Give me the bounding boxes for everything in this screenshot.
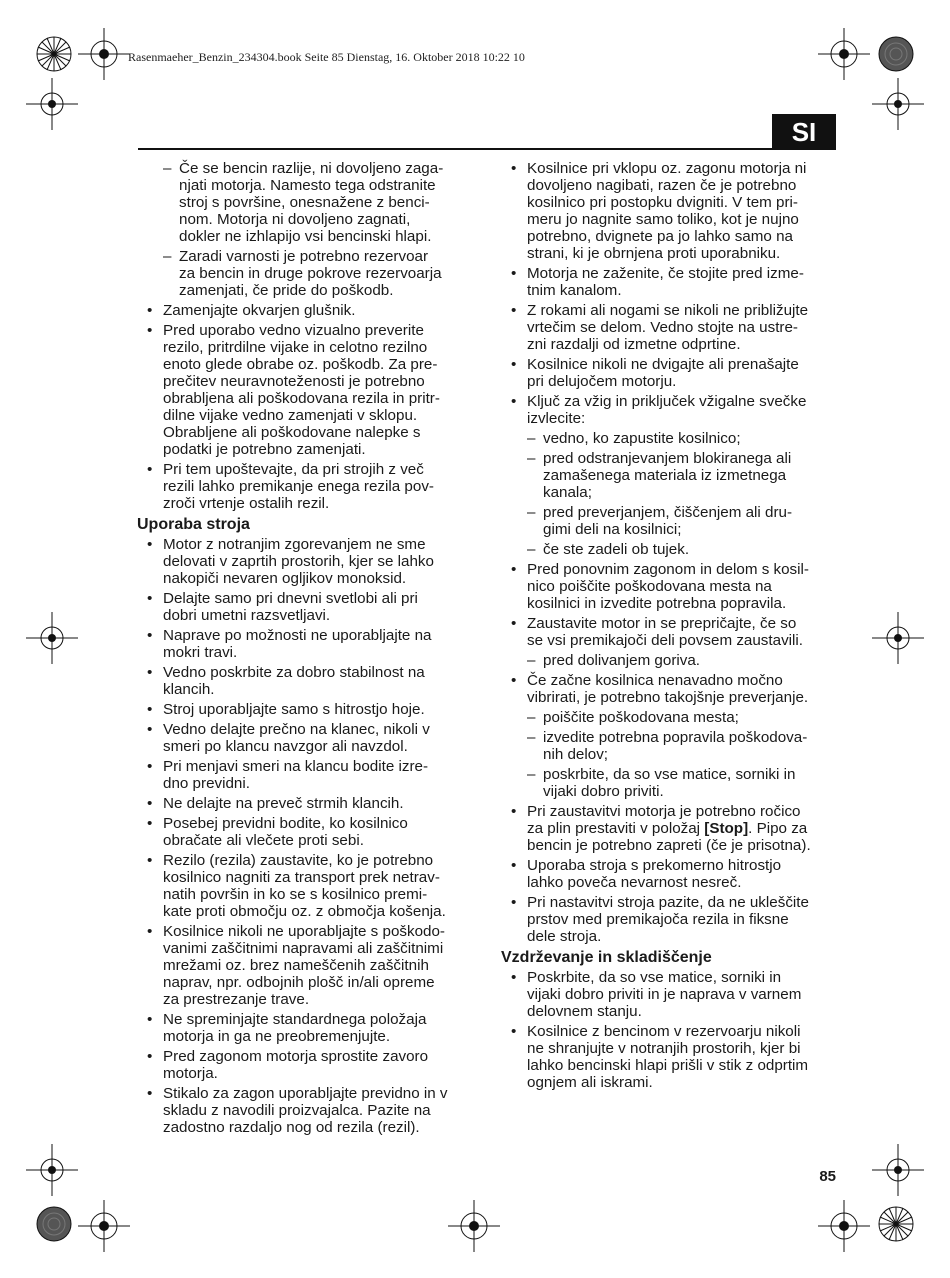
list-item: [501, 894, 837, 945]
item-text: [527, 803, 837, 854]
item-text: • Kosilnice nikoli ne uporabljajte s poškodo- vanimi zaščitnimi napravami ali zaščitnimi mrežami oz. brez nameščenih zaščitnih naprav, npr. odbojnih plošč in/ali opreme za prestrezanje trave.: [163, 923, 445, 1008]
item-text: • Ključ za vžig in priključek vžigalne svečke izvlecite:: [527, 393, 807, 427]
stop-text-before: Pri zaustavitvi motorja je potrebno ročico za plin prestaviti v položaj: [527, 803, 801, 837]
section-heading-machine-use: Uporaba stroja: [137, 516, 250, 533]
list-item: [501, 302, 837, 353]
item-text: • Kosilnice pri vklopu oz. zagonu motorja ni dovoljeno nagibati, razen če je potrebno kosilnico pri postopku dvigniti. V tem pri- meru jo nagnite samo toliko, kot je nujno potrebno, dvignete pa jo lahko samo na strani, ki je obrnjena proti uporabniku.: [527, 160, 807, 262]
registration-mark-icon: [26, 78, 78, 130]
left-column: [137, 160, 472, 1139]
item-text: • Uporaba stroja s prekomerno hitrostjo lahko poveča nevarnost nesreč.: [527, 857, 782, 891]
item-text: • Poskrbite, da so vse matice, sorniki in vijaki dobro priviti in je naprava v varnem delovnem stanju.: [527, 969, 802, 1020]
item-text: – poiščite poškodovana mesta;: [543, 709, 739, 726]
item-text: • Kosilnice z bencinom v rezervoarju nikoli ne shranjujte v notranjih prostorih, kjer bi lahko bencinski hlapi prišli v stik z odprtim ognjem ali iskrami.: [527, 1023, 809, 1091]
item-text: • Zaustavite motor in se prepričajte, če so se vsi premikajoči deli povsem zaustavili.: [527, 615, 804, 649]
list-item: [137, 758, 472, 792]
list-item: [137, 701, 472, 718]
list-item: [137, 302, 472, 319]
list-item: [501, 857, 837, 891]
item-text: • Vedno poskrbite za dobro stabilnost na klancih.: [163, 664, 425, 698]
registration-mark-icon: [78, 28, 130, 80]
item-text: • Posebej previdni bodite, ko kosilnico obračate ali vlečete proti sebi.: [163, 815, 408, 849]
sub-list-item: [501, 430, 837, 447]
starburst-target-icon: [878, 1206, 914, 1242]
item-text: • Vedno delajte prečno na klanec, nikoli v smeri po klancu navzgor ali navzdol.: [163, 721, 430, 755]
item-text: – izvedite potrebna popravila poškodova- nih delov;: [543, 729, 808, 763]
book-header-info: Rasenmaeher_Benzin_234304.book Seite 85 Dienstag, 16. Oktober 2018 10:22 10: [128, 50, 525, 64]
item-text: • Stikalo za zagon uporabljajte previdno in v skladu z navodili proizvajalca. Pazite na zadostno razdaljo nog od rezila (rezil).: [163, 1085, 448, 1136]
registration-mark-icon: [818, 1200, 870, 1252]
sub-list-item: [501, 450, 837, 501]
sub-list-item: [501, 504, 837, 538]
list-item: [137, 248, 472, 299]
item-text: – pred preverjanjem, čiščenjem ali dru- gimi deli na kosilnici;: [543, 504, 793, 538]
starburst-target-icon: [36, 36, 72, 72]
sub-list-item: [501, 709, 837, 726]
header-rule: [138, 148, 772, 150]
item-text: • Naprave po možnosti ne uporabljajte na mokri travi.: [163, 627, 432, 661]
list-item: [137, 160, 472, 245]
item-text: – vedno, ko zapustite kosilnico;: [543, 430, 741, 447]
list-item: [137, 536, 472, 587]
item-text: – Zaradi varnosti je potrebno rezervoar za bencin in druge pokrove rezervoarja zamenjati, če pride do poškodb.: [179, 248, 442, 299]
item-text: • Kosilnice nikoli ne dvigajte ali prenašajte pri delujočem motorju.: [527, 356, 799, 390]
list-item: [137, 923, 472, 1008]
gray-target-icon: [36, 1206, 72, 1242]
stop-label: [Stop]: [704, 820, 749, 837]
item-text: • Če začne kosilnica nenavadno močno vibrirati, je potrebno takojšnje preverjanje.: [527, 672, 809, 706]
registration-mark-icon: [26, 1144, 78, 1196]
list-item: [137, 461, 472, 512]
list-item: [501, 561, 837, 612]
list-item: [501, 969, 837, 1020]
list-item: [137, 627, 472, 661]
right-column: [501, 160, 837, 1094]
page-number: 85: [819, 1168, 836, 1185]
stop-text-after: . Pipo za bencin je potrebno zapreti (če je prisotna).: [527, 820, 811, 854]
registration-mark-icon: [26, 612, 78, 664]
registration-mark-icon: [448, 1200, 500, 1252]
sub-list-item: [501, 729, 837, 763]
list-item: [137, 1085, 472, 1136]
list-item: [137, 590, 472, 624]
sub-list-item: [501, 766, 837, 800]
list-item: [501, 356, 837, 390]
item-text: • Motor z notranjim zgorevanjem ne sme delovati v zaprtih prostorih, kjer se lahko nakopiči nevaren ogljikov monoksid.: [163, 536, 434, 587]
item-text: • Pred zagonom motorja sprostite zavoro motorja.: [163, 1048, 429, 1082]
list-item: [501, 615, 837, 649]
item-text: • Motorja ne zaženite, če stojite pred izme- tnim kanalom.: [527, 265, 804, 299]
registration-mark-icon: [872, 612, 924, 664]
registration-mark-icon: [872, 78, 924, 130]
item-text: • Pred ponovnim zagonom in delom s kosil- nico poiščite poškodovana mesta na kosilnici in izvedite potrebna popravila.: [527, 561, 809, 612]
list-item: [137, 815, 472, 849]
list-item-stop: [501, 803, 837, 854]
list-item: [501, 160, 837, 262]
item-text: • Pri menjavi smeri na klancu bodite izre- dno previdni.: [163, 758, 429, 792]
list-item: [137, 1048, 472, 1082]
item-text: – pred dolivanjem goriva.: [543, 652, 701, 669]
sub-list-item: [501, 541, 837, 558]
item-text: • Delajte samo pri dnevni svetlobi ali pri dobri umetni razsvetljavi.: [163, 590, 418, 624]
item-text: – Če se bencin razlije, ni dovoljeno zaga- njati motorja. Namesto tega odstranite stroj s površine, onesnažene z benci- nom. Motorja ni dovoljeno zagnati, dokler ne izhlapijo vsi bencinski hlapi.: [179, 160, 444, 245]
item-text: • Pred uporabo vedno vizualno preverite rezilo, pritrdilne vijake in celotno rezilno enoto glede obrabe oz. poškodb. Za pre- prečitev neuravnoteženosti je potrebno obrabljena ali poškodovana rezila in pritr- dilne vijake vedno zamenjati v sklopu. Obrabljene ali poškodovane nalepke s podatki je potrebno zamenjati.: [163, 322, 440, 458]
list-item: [137, 852, 472, 920]
list-item: [137, 721, 472, 755]
item-text: • Ne delajte na preveč strmih klancih.: [163, 795, 404, 812]
list-item: [501, 1023, 837, 1091]
section-heading-maintenance: Vzdrževanje in skladiščenje: [501, 949, 712, 966]
list-item: [501, 672, 837, 706]
item-text: • Z rokami ali nogami se nikoli ne približujte vrtečim se delom. Vedno stojte na ustre- zni razdalji od izmetne odprtine.: [527, 302, 809, 353]
language-badge: SI: [772, 114, 836, 150]
list-item: [137, 322, 472, 458]
item-text: • Zamenjajte okvarjen glušnik.: [163, 302, 356, 319]
list-item: [137, 795, 472, 812]
item-text: • Pri nastavitvi stroja pazite, da ne ukleščite prstov med premikajoča rezila in fiksne dele stroja.: [527, 894, 809, 945]
item-text: • Rezilo (rezila) zaustavite, ko je potrebno kosilnico nagniti za transport prek netrav- natih površin in ko se s kosilnico premi- kate proti območju oz. z območja košenja.: [163, 852, 446, 920]
registration-mark-icon: [78, 1200, 130, 1252]
item-text: • Pri tem upoštevajte, da pri strojih z več rezili lahko premikanje enega rezila pov- zroči vrtenje ostalih rezil.: [163, 461, 434, 512]
item-text: – če ste zadeli ob tujek.: [543, 541, 690, 558]
item-text: • Ne spreminjajte standardnega položaja motorja in ga ne preobremenjujte.: [163, 1011, 427, 1045]
item-text: – pred odstranjevanjem blokiranega ali zamašenega materiala iz izmetnega kanala;: [543, 450, 792, 501]
list-item: [137, 664, 472, 698]
registration-mark-icon: [818, 28, 870, 80]
list-item: [501, 265, 837, 299]
registration-mark-icon: [872, 1144, 924, 1196]
list-item: [137, 1011, 472, 1045]
item-text: • Stroj uporabljajte samo s hitrostjo hoje.: [163, 701, 425, 718]
gray-target-icon: [878, 36, 914, 72]
list-item: [501, 393, 837, 427]
sub-list-item: [501, 652, 837, 669]
item-text: – poskrbite, da so vse matice, sorniki in vijaki dobro priviti.: [543, 766, 796, 800]
